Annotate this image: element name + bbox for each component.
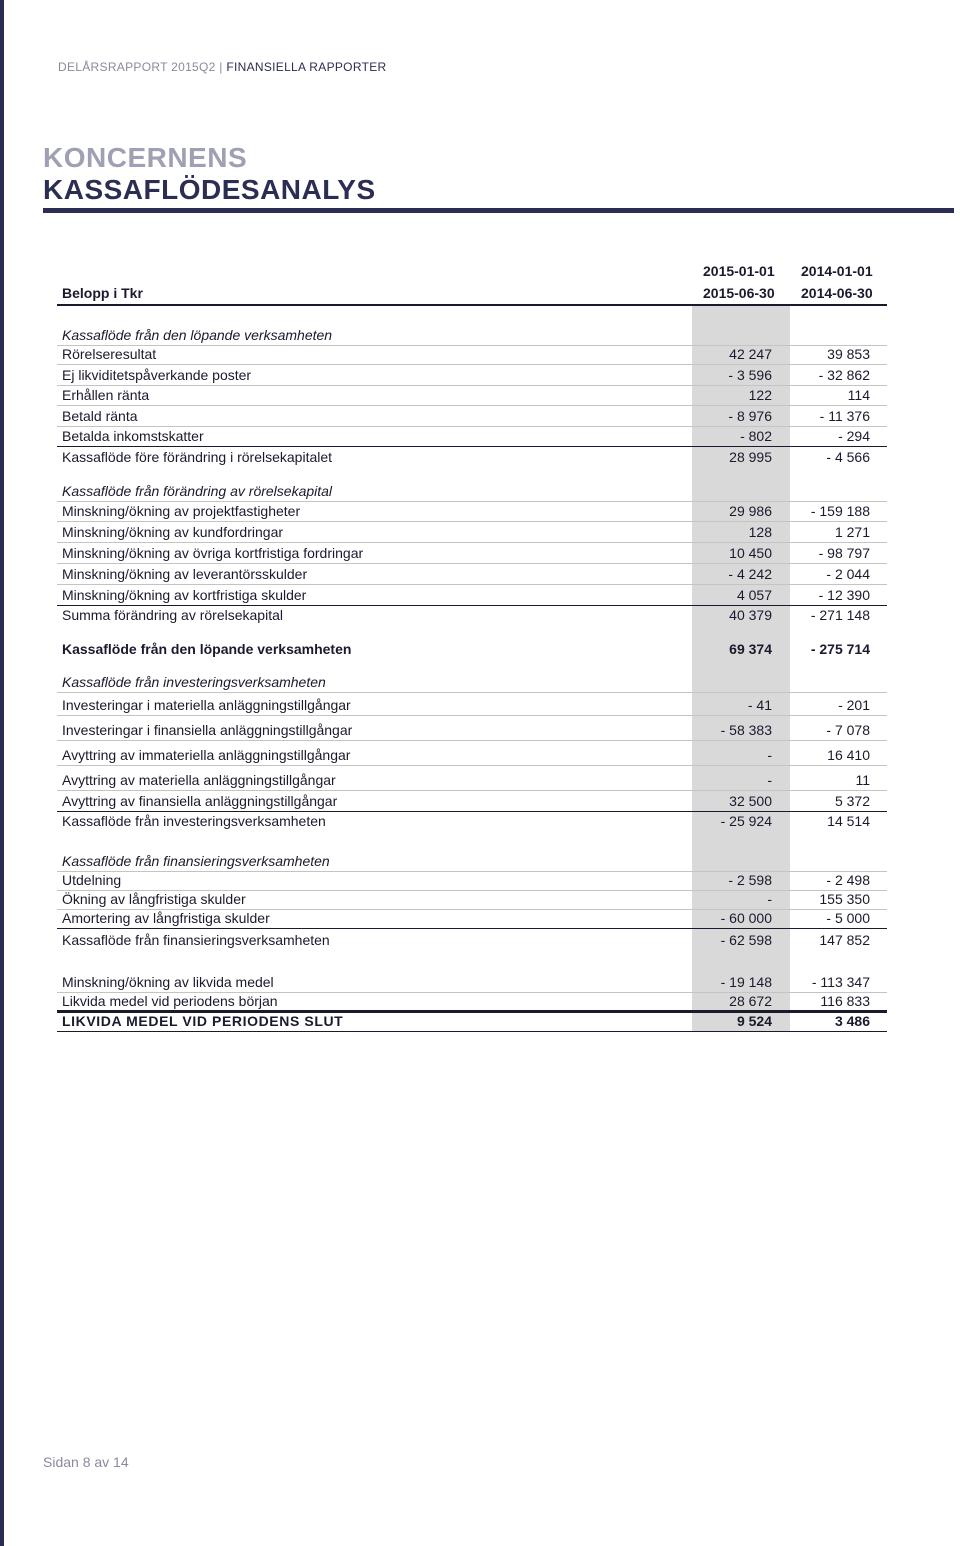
value-2015: 28 995 [729,449,772,465]
table-end-rule [57,1031,887,1032]
value-2014: - 12 390 [818,587,870,603]
value-2014: - 98 797 [818,545,870,561]
table-row [57,718,887,741]
value-2015: - 802 [740,428,772,444]
row-label: Minskning/ökning av leverantörsskulder [62,566,308,582]
value-2014: 1 271 [834,524,870,540]
value-2014: 3 486 [834,1013,870,1029]
row-label: Avyttring av finansiella anläggningstillgångar [62,793,338,809]
row-label: Betalda inkomstskatter [62,428,204,444]
title-rule [43,208,954,213]
value-2015: 28 672 [729,993,772,1009]
value-2015: - 41 [747,697,772,713]
row-rule [57,740,887,741]
table-row [57,872,887,891]
value-2014: - 2 044 [826,566,870,582]
value-2015: - 3 596 [728,367,772,383]
value-2014: 11 [855,772,870,788]
table-row [57,544,887,564]
table-row [57,366,887,386]
table-row [57,386,887,406]
table-row [57,565,887,585]
table-row [57,768,887,791]
table-row [57,523,887,543]
table-row [57,791,887,812]
row-label: Avyttring av materiella anläggningstillgångar [62,772,336,788]
table-row [57,910,887,929]
row-label: Ej likviditetspåverkande poster [62,367,252,383]
row-label: Kassaflöde före förändring i rörelsekapitalet [62,449,333,465]
row-rule [57,584,887,585]
value-2014: 5 372 [834,793,870,809]
value-2014: 114 [847,387,870,403]
value-2014: 147 852 [819,932,870,948]
table-row [57,638,887,660]
value-2015: 29 986 [729,503,772,519]
table-row [57,586,887,606]
value-2015: 40 379 [729,607,772,623]
section-heading-row [57,325,887,346]
row-rule [57,521,887,522]
row-label: Summa förändring av rörelsekapital [62,607,283,623]
table-row [57,931,887,951]
value-2015: 4 057 [736,587,772,603]
row-label: Kassaflöde från finansieringsverksamheten [62,853,330,869]
value-2015: - 60 000 [720,910,772,926]
table-row [57,502,887,522]
value-2015: - [767,891,772,907]
value-2015: 32 500 [729,793,772,809]
col1-from: 2015-01-01 [703,263,775,279]
left-edge-bar [0,0,4,1546]
page-title [43,142,376,206]
value-2014: 116 833 [820,993,870,1009]
row-rule [57,715,887,716]
value-2014: - 7 078 [826,722,870,738]
value-2014: - 2 498 [826,872,870,888]
table-row [57,891,887,910]
row-label: Investeringar i finansiella anläggningstillgångar [62,722,353,738]
table-row [57,812,887,832]
value-2015: 122 [748,387,772,403]
row-rule [57,405,887,406]
value-2014: - 32 862 [818,367,870,383]
title-line-2: KASSAFLÖDESANALYS [43,174,376,205]
row-label: Kassaflöde från den löpande verksamheten [62,327,333,343]
value-2014: - 5 000 [826,910,870,926]
value-2015: - 2 598 [728,872,772,888]
value-2015: - 25 924 [720,813,772,829]
row-label: Kassaflöde från den löpande verksamheten [62,641,352,657]
row-rule [57,563,887,564]
title-line-1: KONCERNENS [43,142,248,173]
value-2014: - 113 347 [811,974,870,990]
section-heading-row [57,481,887,502]
value-2015: - 58 383 [720,722,772,738]
table-row [57,448,887,468]
value-2014: 39 853 [827,346,870,362]
table-row [57,407,887,427]
table-row [57,743,887,766]
value-2015: 128 [748,524,772,540]
section-heading-row [57,851,887,872]
row-label: Kassaflöde från investeringsverksamheten [62,674,326,690]
row-label: Erhållen ränta [62,387,150,403]
row-label: Minskning/ökning av kundfordringar [62,524,284,540]
value-2015: - [767,747,772,763]
value-2014: 16 410 [827,747,870,763]
row-label: Kassaflöde från finansieringsverksamheten [62,932,330,948]
value-2015: - 19 148 [720,974,772,990]
table-row [57,973,887,993]
row-label: Kassaflöde från investeringsverksamheten [62,813,326,829]
col1-to: 2015-06-30 [703,285,775,301]
value-2015: - 4 242 [728,566,772,582]
row-label: Rörelseresultat [62,346,157,362]
row-rule [57,928,887,929]
col2-from: 2014-01-01 [801,263,873,279]
running-header [58,60,386,74]
row-label: Minskning/ökning av likvida medel [62,974,274,990]
row-label: Kassaflöde från förändring av rörelsekapital [62,483,333,499]
table-row [57,427,887,447]
value-2015: 10 450 [729,545,772,561]
table-row [57,606,887,626]
value-2015: - [767,772,772,788]
row-label: Minskning/ökning av övriga kortfristiga fordringar [62,545,364,561]
row-label: Likvida medel vid periodens början [62,993,278,1009]
value-2014: - 159 188 [810,503,870,519]
table-row [57,1012,887,1032]
value-2015: 9 524 [736,1013,772,1029]
unit-label: Belopp i Tkr [62,285,143,301]
row-rule [57,446,887,447]
value-2015: - 8 976 [728,408,772,424]
row-label: Minskning/ökning av kortfristiga skulder [62,587,307,603]
row-label: Utdelning [62,872,122,888]
value-2015: - 62 598 [720,932,772,948]
value-2015: 42 247 [729,346,772,362]
row-label: Avyttring av immateriella anläggningstillgångar [62,747,351,763]
value-2014: - 271 148 [810,607,870,623]
header-rule [57,304,887,306]
value-2015: 69 374 [729,641,772,657]
report-name: DELÅRSRAPPORT 2015Q2 [58,60,216,74]
value-2014: - 4 566 [826,449,870,465]
value-2014: 14 514 [827,813,870,829]
row-label: Ökning av långfristiga skulder [62,891,246,907]
row-label: Minskning/ökning av projektfastigheter [62,503,301,519]
row-label: Betald ränta [62,408,138,424]
page-number: Sidan 8 av 14 [43,1454,129,1470]
col2-to: 2014-06-30 [801,285,873,301]
row-label: Investeringar i materiella anläggningstillgångar [62,697,351,713]
row-rule [57,542,887,543]
row-rule [57,765,887,766]
value-2014: - 201 [838,697,870,713]
table-row [57,693,887,716]
value-2014: - 275 714 [810,641,870,657]
section-name: FINANSIELLA RAPPORTER [226,60,387,74]
row-rule [57,364,887,365]
value-2014: 155 350 [819,891,870,907]
value-2014: - 294 [838,428,870,444]
header-separator: | [219,60,223,74]
table-row [57,345,887,365]
value-2014: - 11 376 [819,408,870,424]
section-heading-row [57,672,887,693]
row-label: Amortering av långfristiga skulder [62,910,270,926]
row-label: LIKVIDA MEDEL VID PERIODENS SLUT [62,1013,344,1029]
